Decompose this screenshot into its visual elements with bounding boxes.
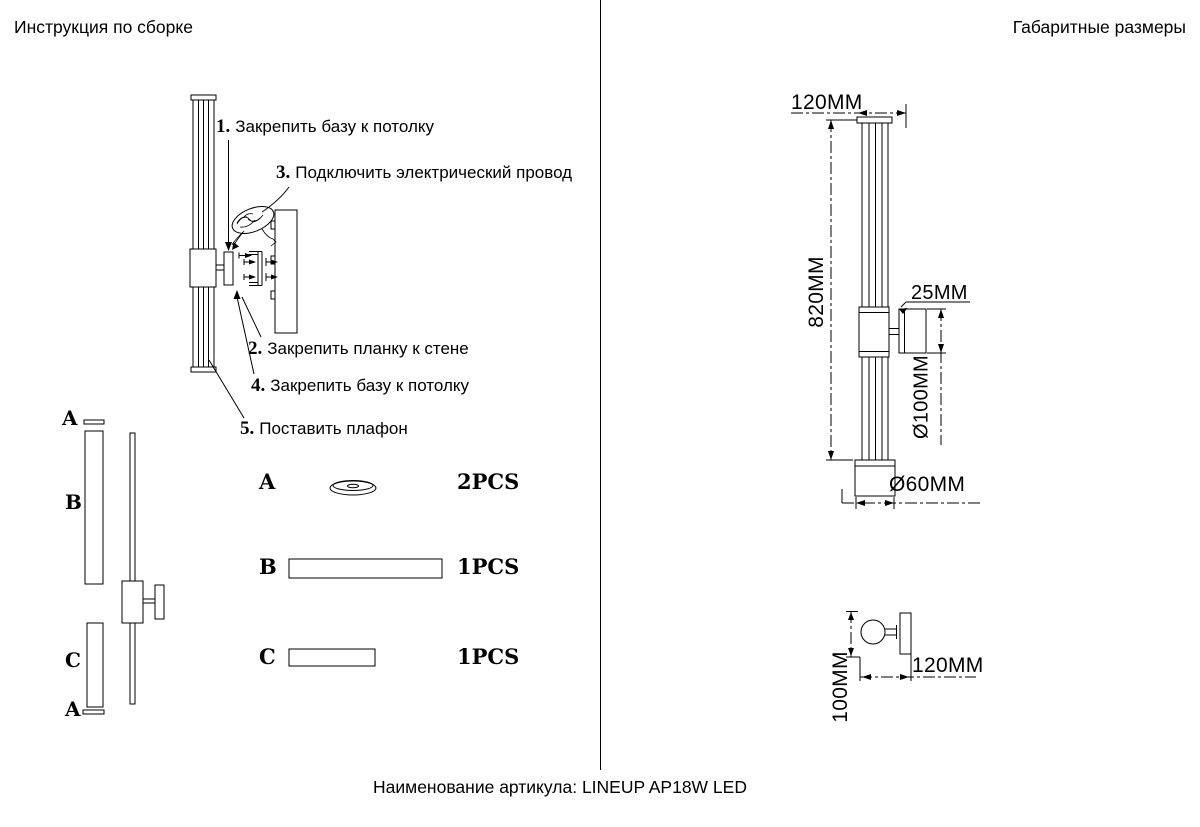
exploded-label-a-bottom: A <box>65 697 81 721</box>
part-a-ring-icon <box>330 481 376 496</box>
part-c-bar-icon <box>289 649 375 666</box>
part-b-bar-icon <box>289 559 442 578</box>
dim-height: 820MM <box>805 256 828 328</box>
part-a-letter: A <box>259 469 276 494</box>
step-5 <box>240 418 408 440</box>
wall-bracket <box>239 252 262 286</box>
step-4 <box>251 375 469 397</box>
step-5-number: 5. <box>240 418 255 439</box>
step-4-number: 4. <box>251 375 266 396</box>
step-4-text: Закрепить базу к потолку <box>270 376 469 395</box>
part-c-letter: C <box>259 644 276 669</box>
step-3-number: 3. <box>276 162 291 183</box>
dim-bracket-depth: 25MM <box>911 282 968 304</box>
step-3 <box>276 162 572 184</box>
dim-top-width: 120MM <box>791 91 863 114</box>
part-a-quantity: 2PCS <box>457 469 520 494</box>
dim-base-diameter: Ø60MM <box>889 473 966 496</box>
exploded-view-drawing <box>83 420 164 714</box>
part-b-letter: B <box>259 554 277 579</box>
dim-topview-depth: 120MM <box>912 654 984 677</box>
article-name-caption: Наименование артикула: LINEUP AP18W LED <box>373 777 747 797</box>
part-b-quantity: 1PCS <box>457 554 520 579</box>
step-2 <box>248 338 469 360</box>
right-panel-title: Габаритные размеры <box>1012 17 1186 37</box>
assembly-drawing <box>190 95 297 418</box>
exploded-label-a-top: A <box>62 406 78 430</box>
step-2-number: 2. <box>248 338 263 359</box>
step-5-text: Поставить плафон <box>259 419 408 438</box>
step-1-text: Закрепить базу к потолку <box>235 117 434 136</box>
step-3-text: Подключить электрический провод <box>295 163 573 182</box>
exploded-label-c: C <box>65 648 81 672</box>
step-1-number: 1. <box>216 116 231 137</box>
exploded-label-b: B <box>65 490 82 514</box>
part-c-quantity: 1PCS <box>457 644 520 669</box>
step-1 <box>216 116 434 138</box>
step-2-text: Закрепить планку к стене <box>267 339 469 358</box>
dim-topview-height: 100MM <box>829 651 852 723</box>
wire-splice-detail <box>228 201 277 250</box>
left-panel-title: Инструкция по сборке <box>14 17 193 37</box>
brick-wall <box>266 210 297 333</box>
dim-plate-diameter: Ø100MM <box>910 354 933 440</box>
